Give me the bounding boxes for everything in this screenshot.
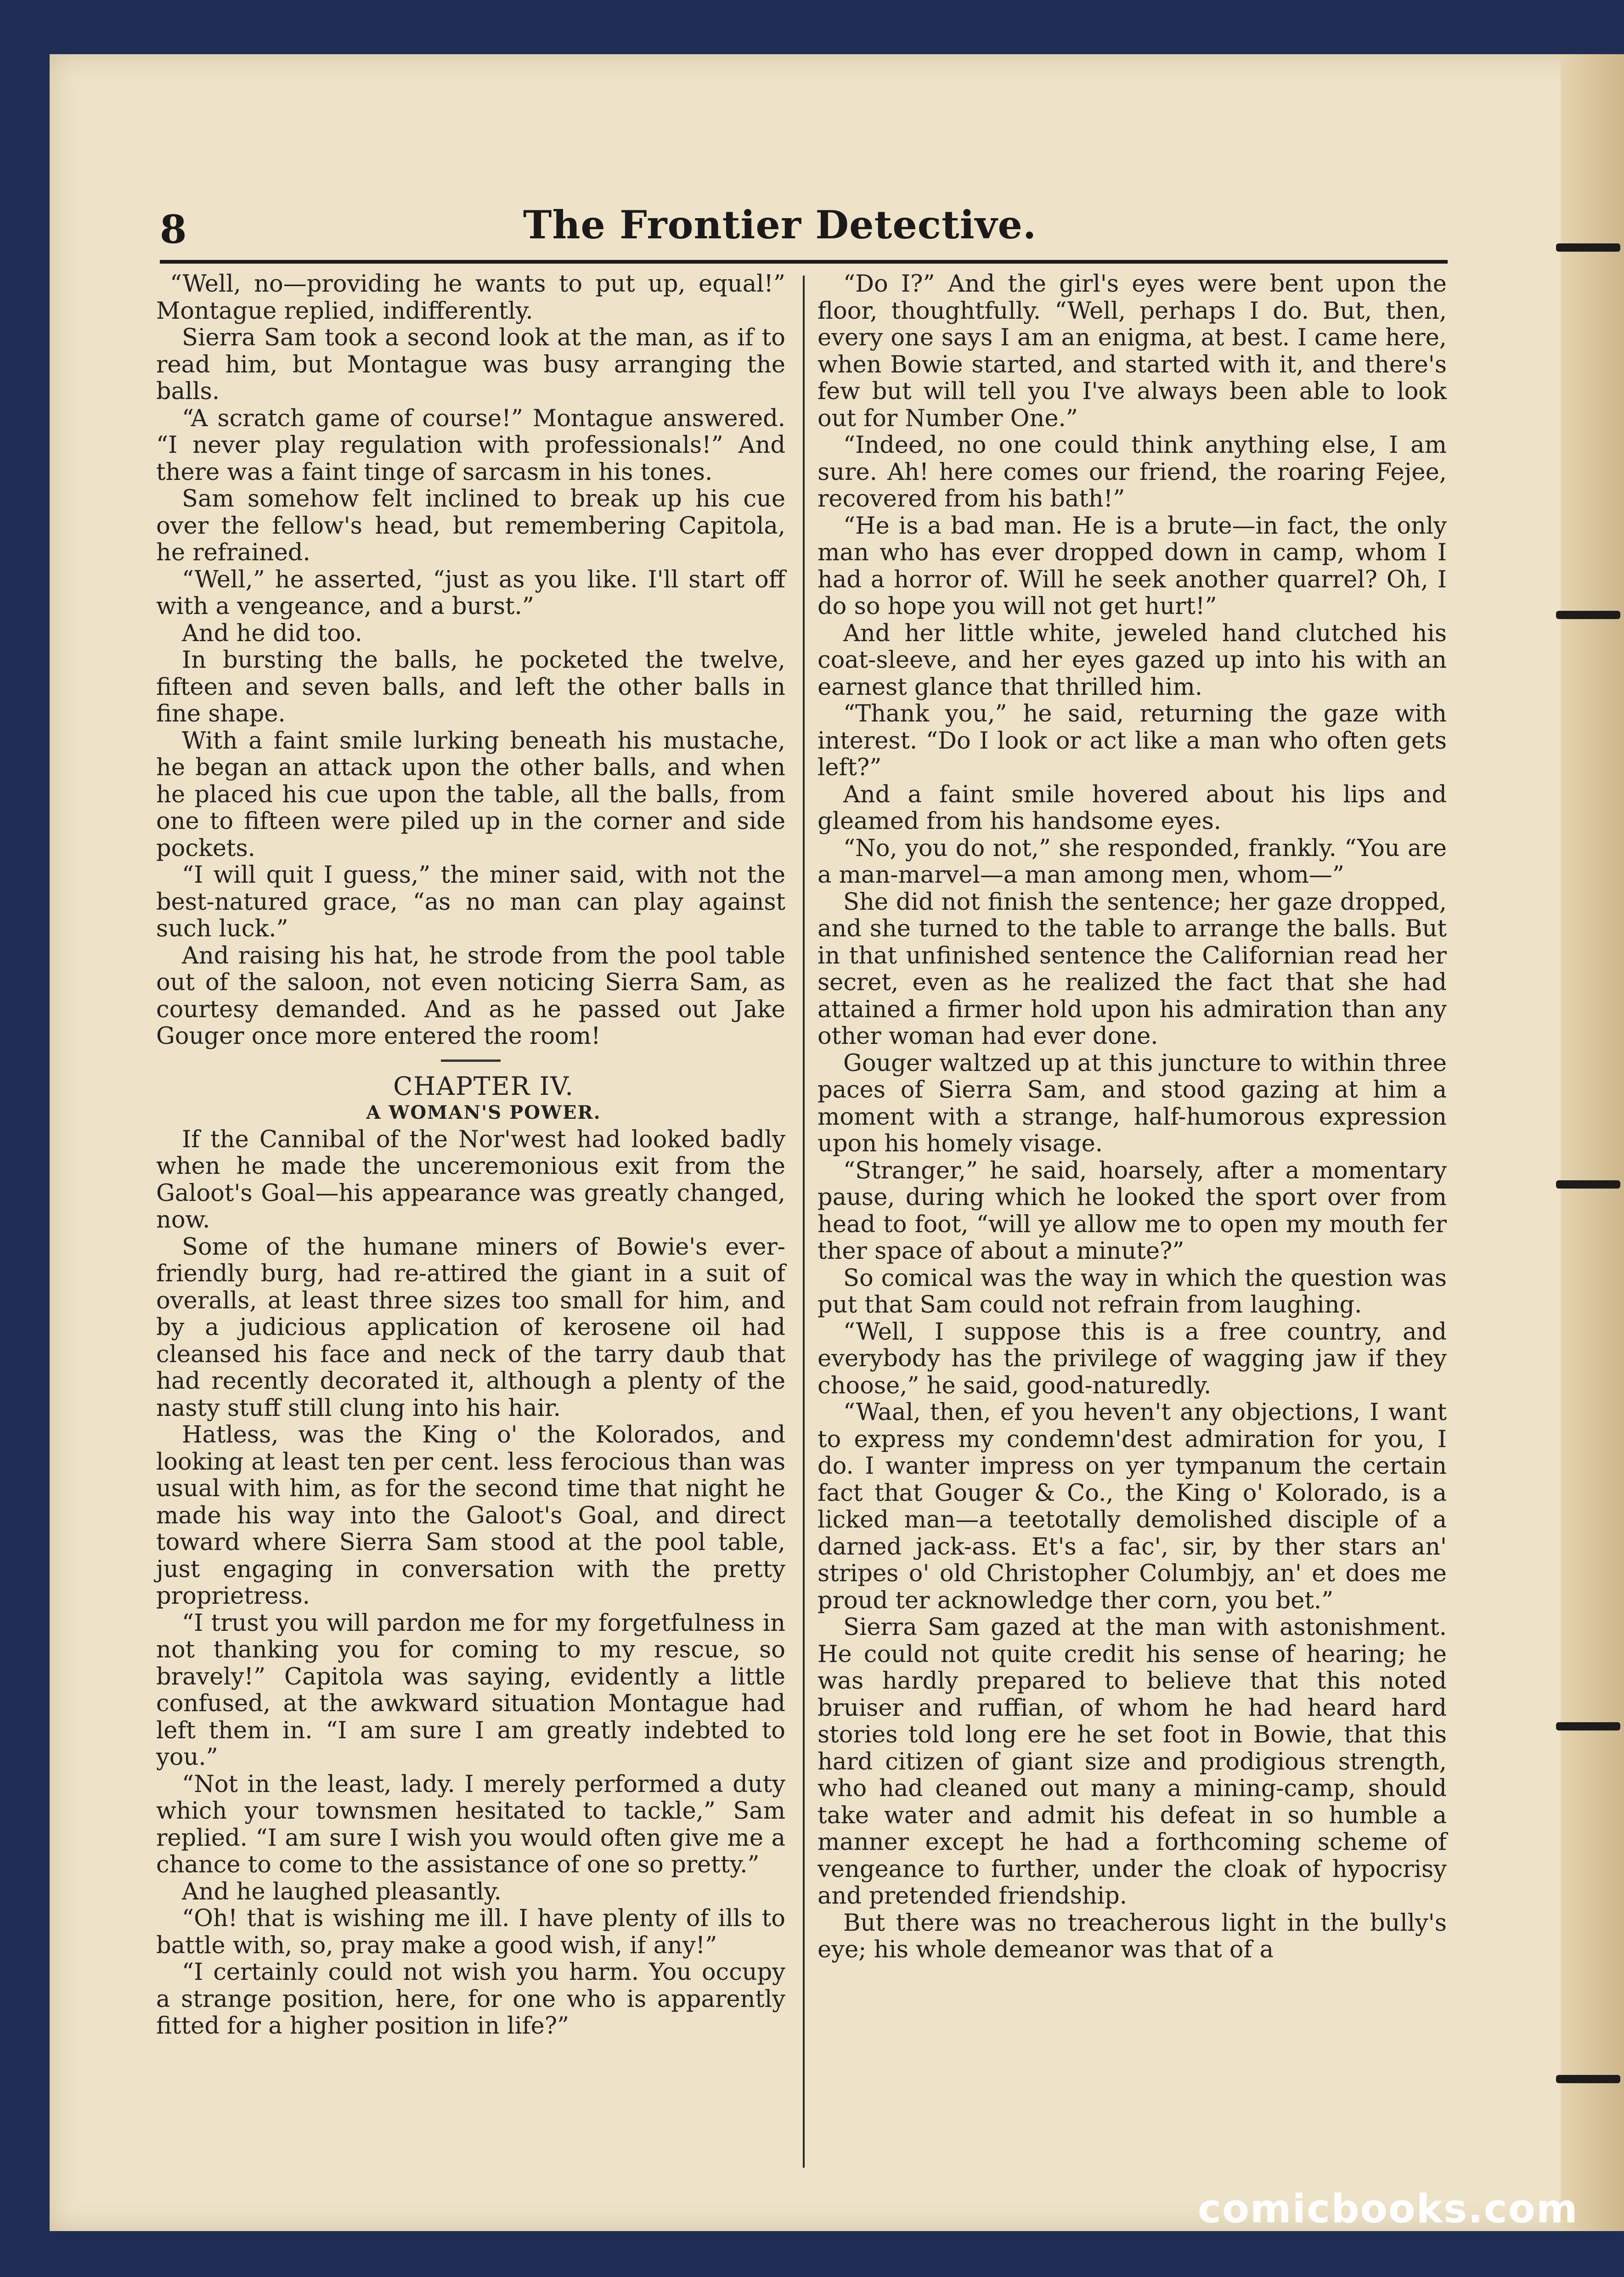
paragraph: “I trust you will pardon me for my forgetfulness in not thanking you for coming to my rescue, so bravely!” Capitola was saying, evidently a little confused, at the awkward situation Montague had left them in. “I am sure I am greatly indebted to you.” xyxy=(156,1609,785,1771)
paragraph: If the Cannibal of the Nor'west had looked badly when he made the unceremonious exit from the Galoot's Goal—his appearance was greatly changed, now. xyxy=(156,1126,785,1234)
binding-stitch xyxy=(1556,1180,1620,1189)
right-column xyxy=(818,271,1447,1964)
paragraph: And a faint smile hovered about his lips and gleamed from his handsome eyes. xyxy=(818,781,1447,835)
paragraph: “Oh! that is wishing me ill. I have plenty of ills to battle with, so, pray make a good wish, if any!” xyxy=(156,1905,785,1959)
paragraph: “He is a bad man. He is a brute—in fact, the only man who has ever dropped down in camp, whom I had a horror of. Will he seek another quarrel? Oh, I do so hope you will not get hurt!” xyxy=(818,512,1447,620)
binding-stitch xyxy=(1556,611,1620,619)
running-title: The Frontier Detective. xyxy=(523,202,1037,248)
paragraph: But there was no treacherous light in the bully's eye; his whole demeanor was that of a xyxy=(818,1909,1447,1963)
paragraph: Hatless, was the King o' the Kolorados, and looking at least ten per cent. less ferocious than was usual with him, as for the second time that night he made his way into the Galoot's Goal, and direct toward where Sierra Sam stood at the pool table, just engaging in conversation with the pretty proprietress. xyxy=(156,1421,785,1610)
paragraph: “Well, I suppose this is a free country, and everybody has the privilege of wagging jaw if they choose,” he said, good-naturedly. xyxy=(818,1318,1447,1399)
paragraph: “I certainly could not wish you harm. You occupy a strange position, here, for one who is apparently fitted for a higher position in life?” xyxy=(156,1959,785,2040)
column-divider xyxy=(803,276,805,2168)
paragraph: And raising his hat, he strode from the pool table out of the saloon, not even noticing Sierra Sam, as courtesy demanded. And as he passed out Jake Gouger once more entered the room! xyxy=(156,942,785,1050)
paragraph: She did not finish the sentence; her gaze dropped, and she turned to the table to arrange the balls. But in that unfinished sentence the Californian read her secret, even as he realized the fact that she had attained a firmer hold upon his admiration than any other woman had ever done. xyxy=(818,888,1447,1050)
paragraph: “Thank you,” he said, returning the gaze with interest. “Do I look or act like a man who often gets left?” xyxy=(818,700,1447,781)
paragraph: And he laughed pleasantly. xyxy=(182,1878,502,1905)
paragraph: “Well,” he asserted, “just as you like. I'll start off with a vengeance, and a burst.” xyxy=(156,566,785,620)
paragraph: Gouger waltzed up at this juncture to within three paces of Sierra Sam, and stood gazing at him a moment with a strange, half-humorous expression upon his homely visage. xyxy=(818,1049,1447,1157)
paragraph: Sam somehow felt inclined to break up his cue over the fellow's head, but remembering Capitola, he refrained. xyxy=(156,485,785,566)
binding-stitch xyxy=(1556,1722,1620,1730)
paragraph: “Not in the least, lady. I merely performed a duty which your townsmen hesitated to tackle,” Sam replied. “I am sure I wish you would often give me a chance to come to the assistance of one so pretty.” xyxy=(156,1770,785,1878)
paragraph: And her little white, jeweled hand clutched his coat-sleeve, and her eyes gazed up into his with an earnest glance that thrilled him. xyxy=(818,620,1447,701)
paragraph: “I will quit I guess,” the miner said, with not the best-natured grace, “as no man can play against such luck.” xyxy=(156,862,785,942)
paragraph: “Stranger,” he said, hoarsely, after a momentary pause, during which he looked the sport over from head to foot, “will ye allow me to open my mouth fer ther space of about a minute?” xyxy=(818,1157,1447,1265)
paragraph: In bursting the balls, he pocketed the twelve, fifteen and seven balls, and left the other balls in fine shape. xyxy=(156,647,785,727)
paragraph: And he did too. xyxy=(182,620,362,647)
paragraph: “Do I?” And the girl's eyes were bent upon the floor, thoughtfully. “Well, perhaps I do. But, then, every one says I am an enigma, at best. I came here, when Bowie started, and started with it, and there's few but will tell you I've always been able to look out for Number One.” xyxy=(818,271,1447,432)
page-binding-gutter xyxy=(1561,54,1624,2231)
paragraph: So comical was the way in which the question was put that Sam could not refrain from laughing. xyxy=(818,1264,1447,1319)
chapter-rule xyxy=(441,1060,501,1062)
paragraph: Sierra Sam took a second look at the man, as if to read him, but Montague was busy arranging the balls. xyxy=(156,324,785,405)
paragraph: With a faint smile lurking beneath his mustache, he began an attack upon the other balls, and when he placed his cue upon the table, all the balls, from one to fifteen were piled up in the corner and side pockets. xyxy=(156,727,785,862)
paragraph: “Waal, then, ef you heven't any objections, I want to express my condemn'dest admiration for you, I do. I wanter impress on yer tympanum the certain fact that Gouger & Co., the King o' Kolorado, is a licked man—a teetotally demolished disciple of a darned jack-ass. Et's a fac', sir, by ther stars an' stripes o' old Christopher Columbjy, an' et does me proud ter acknowledge ther corn, you bet.” xyxy=(818,1399,1447,1614)
chapter-subtitle: A WOMAN'S POWER. xyxy=(366,1102,601,1123)
paragraph: “No, you do not,” she responded, frankly. “You are a man-marvel—a man among men, whom—” xyxy=(818,834,1447,889)
left-column xyxy=(156,271,785,2040)
binding-stitch xyxy=(1556,2075,1620,2083)
paragraph: “A scratch game of course!” Montague answered. “I never play regulation with professionals!” And there was a faint tinge of sarcasm in his tones. xyxy=(156,405,785,486)
page-number: 8 xyxy=(160,207,187,252)
header-rule xyxy=(160,260,1448,264)
paragraph: “Indeed, no one could think anything else, I am sure. Ah! here comes our friend, the roaring Fejee, recovered from his bath!” xyxy=(818,432,1447,513)
binding-stitch xyxy=(1556,243,1620,252)
paragraph: Some of the humane miners of Bowie's ever-friendly burg, had re-attired the giant in a suit of overalls, at least three sizes too small for him, and by a judicious application of kerosene oil had cleansed his face and neck of the tarry daub that had recently decorated it, although a plenty of the nasty stuff still clung into his hair. xyxy=(156,1233,785,1422)
page-header xyxy=(109,156,1450,252)
paragraph: Sierra Sam gazed at the man with astonishment. He could not quite credit his sense of hearing; he was hardly prepared to believe that this noted bruiser and ruffian, of whom he had heard hard stories told long ere he set foot in Bowie, that this hard citizen of giant size and prodigious strength, who had cleaned out many a mining-camp, should take water and admit his defeat in so humble a manner except he had a forthcoming scheme of vengeance to further, under the cloak of hypocrisy and pretended friendship. xyxy=(818,1614,1447,1910)
chapter-title: CHAPTER IV. xyxy=(393,1071,574,1101)
paragraph: “Well, no—providing he wants to put up, equal!” Montague replied, indifferently. xyxy=(156,271,785,325)
watermark: comicbooks.com xyxy=(1198,2186,1579,2232)
